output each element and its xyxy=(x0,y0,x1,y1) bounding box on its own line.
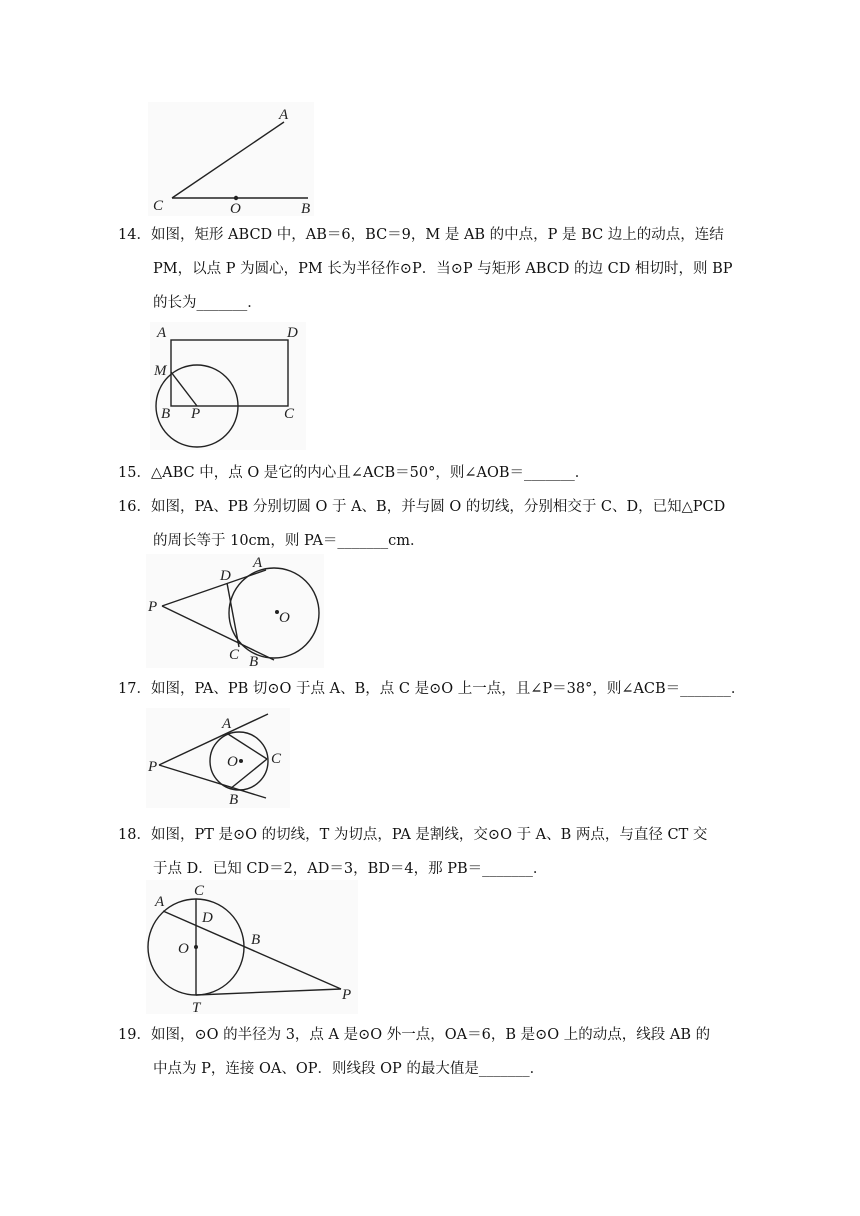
tangent-angle-diagram xyxy=(146,708,290,808)
question-number: 19． xyxy=(118,1027,151,1043)
figure-rectangle-circle xyxy=(150,322,306,450)
question-line: 中点为 P，连接 OA、OP．则线段 OP 的最大值是_______． xyxy=(153,1061,545,1077)
label-a: A xyxy=(222,716,232,732)
figure-tangent-angle xyxy=(146,708,290,808)
label-c: C xyxy=(271,751,282,767)
question-number: 14． xyxy=(118,227,151,243)
angle-diagram xyxy=(148,102,314,216)
label-b: B xyxy=(229,792,239,808)
label-b: B xyxy=(161,406,171,422)
label-p: P xyxy=(342,987,352,1003)
question-line: PM，以点 P 为圆心，PM 长为半径作⊙P．当⊙P 与矩形 ABCD 的边 CD 相切时，则 BP xyxy=(153,261,733,277)
question-line: 的长为_______． xyxy=(153,295,262,311)
rectangle-circle-diagram xyxy=(150,322,306,450)
label-c: C xyxy=(229,647,240,663)
question-number: 16． xyxy=(118,499,151,515)
question-line: △ABC 中，点 O 是它的内心且∠ACB＝50°，则∠AOB＝_______． xyxy=(150,465,590,481)
label-a: A xyxy=(279,107,289,123)
question-number: 17． xyxy=(118,681,151,697)
label-p: P xyxy=(191,406,201,422)
label-o: O xyxy=(230,201,241,217)
label-d: D xyxy=(220,568,231,584)
question-14 xyxy=(118,218,738,320)
label-d: D xyxy=(202,910,213,926)
question-16 xyxy=(118,490,738,558)
label-a: A xyxy=(253,555,263,571)
question-19 xyxy=(118,1018,738,1086)
question-line: 于点 D．已知 CD＝2，AD＝3，BD＝4，那 PB＝_______． xyxy=(153,861,548,877)
question-number: 18． xyxy=(118,827,151,843)
question-number: 15． xyxy=(118,465,151,481)
label-c: C xyxy=(153,198,164,214)
tangents-diagram xyxy=(146,554,324,668)
label-b: B xyxy=(249,654,259,670)
label-c: C xyxy=(194,883,205,899)
label-o: O xyxy=(178,941,189,957)
question-line: 如图，PT 是⊙O 的切线，T 为切点，PA 是割线，交⊙O 于 A、B 两点，与直径 CT 交 xyxy=(150,827,708,843)
question-line: 如图，PA、PB 分别切圆 O 于 A、B，并与圆 O 的切线，分别相交于 C、D，已知△PCD xyxy=(150,499,726,515)
figure-angle-acb xyxy=(148,102,314,216)
label-t: T xyxy=(192,1000,201,1016)
question-18 xyxy=(118,818,738,886)
question-line: 的周长等于 10cm，则 PA＝_______cm． xyxy=(153,533,425,549)
label-o: O xyxy=(279,610,290,626)
secant-tangent-diagram xyxy=(146,880,358,1014)
figure-secant-tangent xyxy=(146,880,358,1014)
label-p: P xyxy=(148,599,158,615)
figure-tangents-circle xyxy=(146,554,324,668)
label-b: B xyxy=(251,932,261,948)
question-17 xyxy=(118,672,746,706)
label-b: B xyxy=(301,201,311,217)
label-c: C xyxy=(284,406,295,422)
question-line: 如图，矩形 ABCD 中，AB＝6，BC＝9，M 是 AB 的中点，P 是 BC 边上的动点，连结 xyxy=(150,227,724,243)
question-line: 如图，⊙O 的半径为 3，点 A 是⊙O 外一点，OA＝6，B 是⊙O 上的动点，线段 AB 的 xyxy=(150,1027,711,1043)
label-a: A xyxy=(155,894,165,910)
label-d: D xyxy=(287,325,298,341)
question-15 xyxy=(118,456,738,490)
label-m: M xyxy=(154,363,167,379)
label-p: P xyxy=(148,759,158,775)
question-line: 如图，PA、PB 切⊙O 于点 A、B，点 C 是⊙O 上一点，且∠P＝38°，则∠ACB＝_______． xyxy=(150,681,746,697)
label-o: O xyxy=(227,754,238,770)
label-a: A xyxy=(157,325,167,341)
